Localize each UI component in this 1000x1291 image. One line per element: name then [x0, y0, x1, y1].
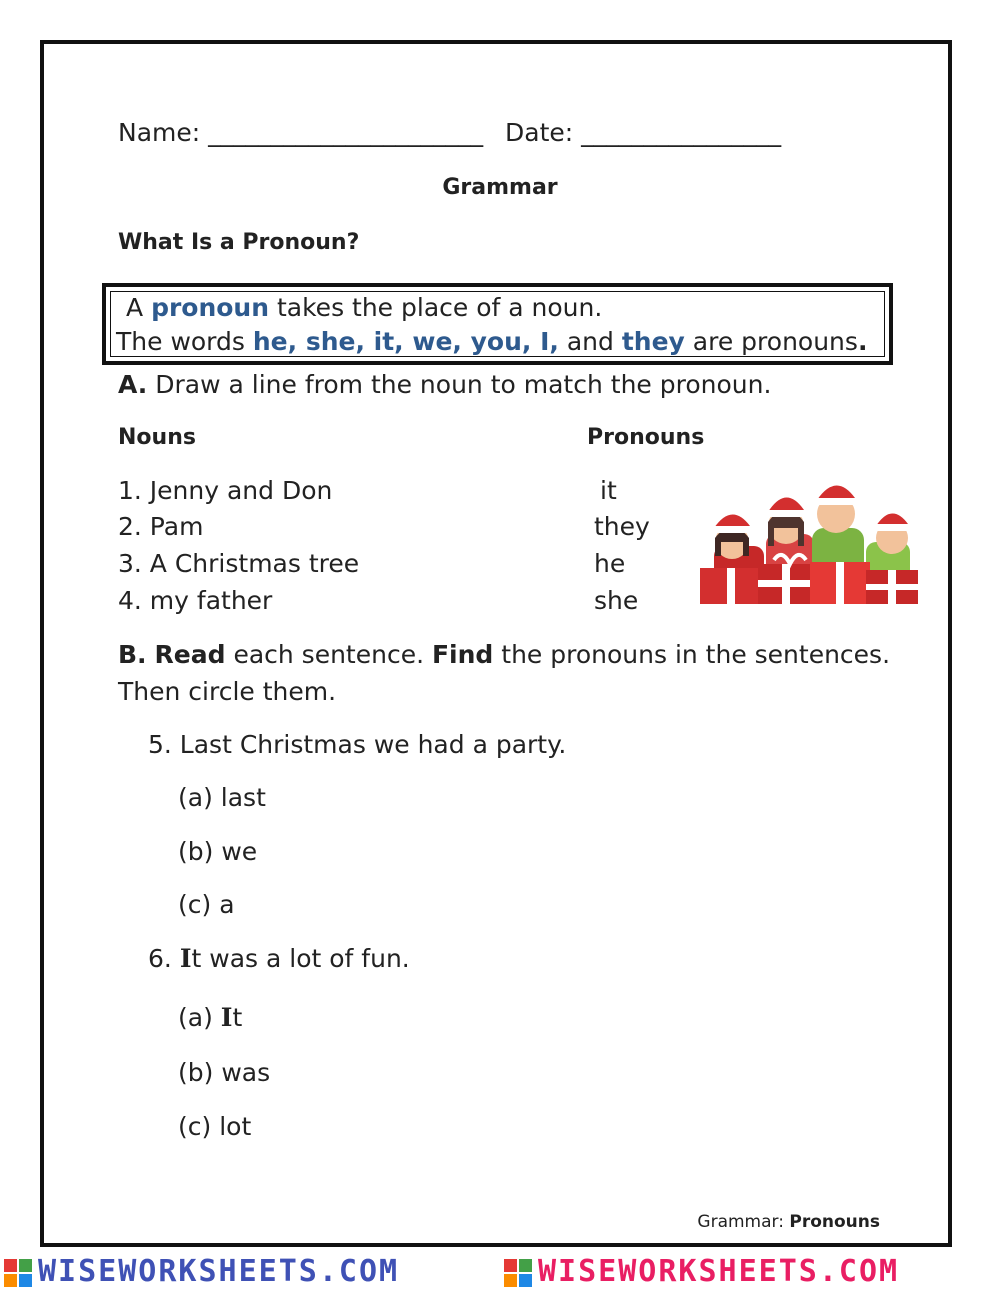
q6-option-a[interactable]: (a) It: [178, 1003, 243, 1032]
q6-option-c[interactable]: (c) lot: [178, 1112, 252, 1141]
section-heading: What Is a Pronoun?: [118, 230, 360, 255]
page-title: Grammar: [442, 175, 558, 200]
noun-item[interactable]: 1. Jenny and Don: [118, 476, 333, 505]
definition-line-1: A pronoun takes the place of a noun.: [126, 293, 603, 322]
definition-line-2: The words he, she, it, we, you, I, and they are pronouns.: [116, 327, 868, 356]
q5-option-c[interactable]: (c) a: [178, 890, 235, 919]
nouns-header: Nouns: [118, 425, 196, 450]
pronoun-item[interactable]: he: [594, 549, 626, 578]
date-field[interactable]: Date: ________________: [505, 118, 782, 147]
wiseworksheets-logo-icon: [4, 1259, 32, 1287]
noun-item[interactable]: 2. Pam: [118, 512, 204, 541]
section-b-instruction: B. Read each sentence. Find the pronouns in the sentences.: [118, 640, 891, 669]
pronoun-item[interactable]: she: [594, 586, 639, 615]
pronoun-item[interactable]: they: [594, 512, 650, 541]
noun-item[interactable]: 3. A Christmas tree: [118, 549, 360, 578]
wiseworksheets-logo-icon: [504, 1259, 532, 1287]
christmas-family-illustration: [696, 476, 922, 606]
pronoun-item[interactable]: it: [600, 476, 617, 505]
q6-option-b[interactable]: (b) was: [178, 1058, 271, 1087]
watermark: WISEWORKSHEETS.COM: [4, 1254, 399, 1290]
footer-reference: Grammar: Pronouns: [697, 1212, 880, 1232]
pronouns-header: Pronouns: [587, 425, 705, 450]
noun-item[interactable]: 4. my father: [118, 586, 273, 615]
watermark: WISEWORKSHEETS.COM: [504, 1254, 899, 1290]
section-b-instruction-line-2: Then circle them.: [118, 677, 337, 706]
name-field[interactable]: Name: ______________________: [118, 118, 484, 147]
q5-option-a[interactable]: (a) last: [178, 783, 266, 812]
section-a-instruction: A. Draw a line from the noun to match the pronoun.: [118, 370, 772, 399]
question-6: 6. It was a lot of fun.: [148, 944, 410, 973]
question-5: 5. Last Christmas we had a party.: [148, 730, 567, 759]
q5-option-b[interactable]: (b) we: [178, 837, 258, 866]
